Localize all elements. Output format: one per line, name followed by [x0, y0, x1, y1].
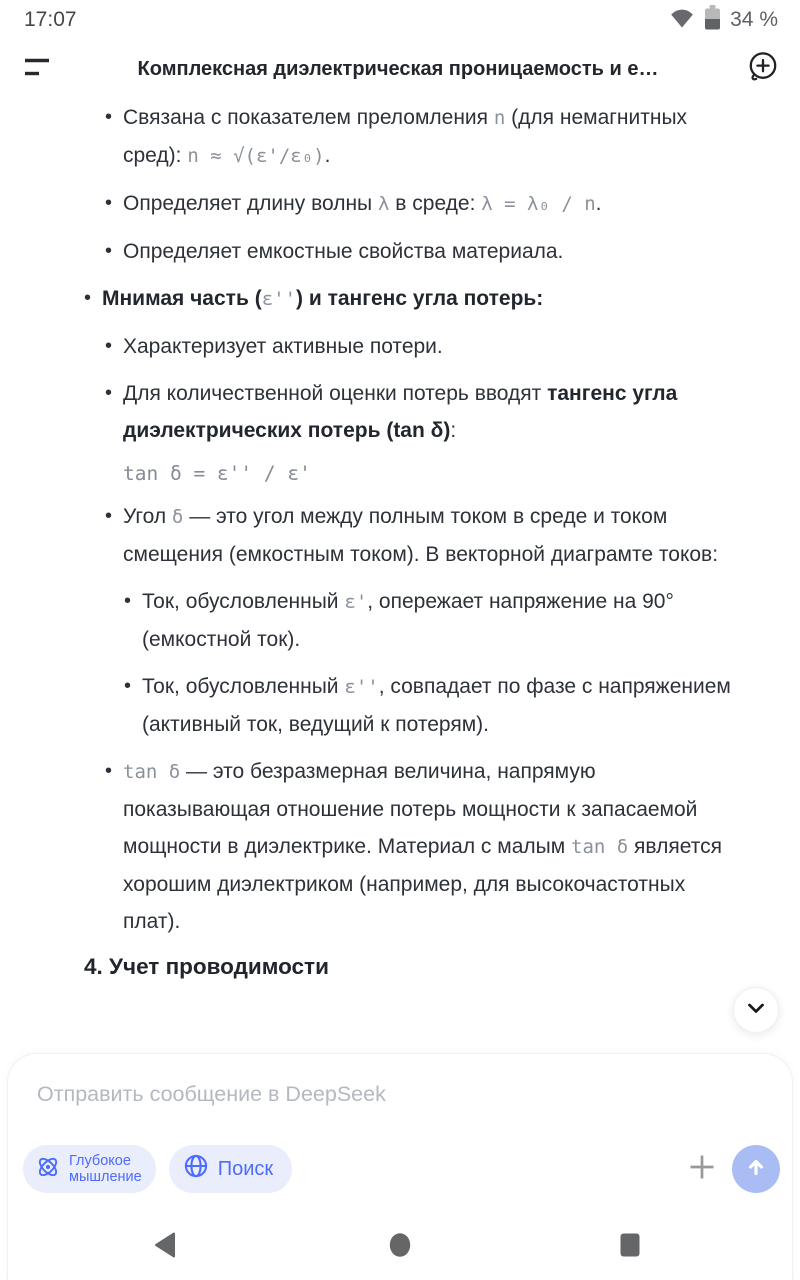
list-item — [0, 185, 748, 223]
bullet-marker: • — [124, 675, 132, 697]
list-item-text: Определяет длину волны λ в среде: λ = λ₀ / n. — [123, 192, 602, 215]
search-label: Поиск — [217, 1157, 274, 1180]
section-heading: 4. Учет проводимости — [84, 954, 329, 979]
list-item — [0, 753, 748, 940]
bullet-marker: • — [105, 240, 113, 262]
list-item-text: Характеризует активные потери. — [123, 335, 443, 358]
message-input[interactable]: Отправить сообщение в DeepSeek — [37, 1082, 386, 1106]
bullet-marker: • — [124, 590, 132, 612]
composer-toolbar — [23, 1145, 780, 1193]
plus-icon — [687, 1152, 717, 1187]
list-item-text: Мнимая часть (ε'') и тангенс угла потерь: — [102, 287, 544, 310]
chat-title: Комплексная диэлектрическая проницаемость и е… — [137, 57, 659, 80]
status-bar — [0, 0, 800, 40]
scroll-to-bottom-button[interactable] — [733, 987, 779, 1033]
list-item-text: Для количественной оценки потерь вводят тангенс угла диэлектрических потерь (tan δ): — [123, 382, 678, 442]
bullet-marker: • — [105, 335, 113, 357]
battery-percentage: 34 % — [730, 8, 778, 31]
android-home-button[interactable] — [388, 1231, 412, 1264]
list-item-text: Ток, обусловленный ε', опережает напряжение на 90° (емкостной ток). — [142, 590, 674, 651]
formula-code-line: tan δ = ε'' / ε' — [123, 462, 311, 485]
wifi-icon — [669, 7, 695, 33]
message-content — [0, 99, 800, 980]
deep-thinking-toggle[interactable] — [23, 1145, 156, 1193]
list-item — [0, 233, 748, 270]
bullet-marker: • — [84, 287, 92, 309]
list-item-text: Определяет емкостные свойства материала. — [123, 240, 564, 263]
send-button[interactable] — [732, 1145, 780, 1193]
list-item-text: tan δ — это безразмерная величина, напрямую показывающая отношение потерь мощности к запасаемой мощности в диэлектрике. Материал с малым tan δ является хорошим диэлектриком (например, для высокочастотных плат). — [123, 760, 722, 933]
bullet-marker: • — [105, 106, 113, 128]
list-item — [0, 668, 748, 743]
list-item — [0, 280, 748, 318]
list-item-text: Угол δ — это угол между полным током в среде и током смещения (емкостным током). В векторной диаграмте токов: — [123, 505, 719, 566]
bullet-marker: • — [105, 192, 113, 214]
list-item-text: Ток, обусловленный ε'', совпадает по фазе с напряжением (активный ток, ведущий к потерям). — [142, 675, 731, 736]
status-time: 17:07 — [24, 8, 77, 31]
app-header — [0, 40, 800, 98]
search-toggle[interactable] — [169, 1145, 292, 1193]
status-icons — [669, 5, 778, 35]
list-item — [0, 99, 748, 175]
android-back-button[interactable] — [153, 1231, 177, 1264]
new-chat-plus-icon[interactable] — [746, 50, 780, 89]
menu-icon[interactable] — [24, 57, 50, 82]
recents-square-icon — [618, 1246, 642, 1263]
list-item — [0, 498, 748, 573]
arrow-up-icon — [745, 1156, 767, 1183]
bullet-marker: • — [105, 505, 113, 527]
bullet-marker: • — [105, 382, 113, 404]
globe-icon — [183, 1153, 209, 1185]
list-item — [0, 328, 748, 365]
attach-plus-button[interactable] — [684, 1145, 720, 1193]
atom-icon — [35, 1154, 61, 1185]
chevron-down-icon — [741, 993, 771, 1028]
list-item-text: Связана с показателем преломления n (для немагнитных сред): n ≈ √(ε'/ε₀). — [123, 106, 688, 167]
bullet-marker: • — [105, 760, 113, 782]
back-triangle-icon — [153, 1246, 177, 1263]
list-item — [0, 583, 748, 658]
battery-icon — [704, 5, 721, 35]
android-recents-button[interactable] — [618, 1231, 642, 1264]
list-item — [0, 375, 748, 449]
deep-thinking-label: Глубокое мышление — [69, 1152, 142, 1185]
home-circle-icon — [388, 1246, 412, 1263]
